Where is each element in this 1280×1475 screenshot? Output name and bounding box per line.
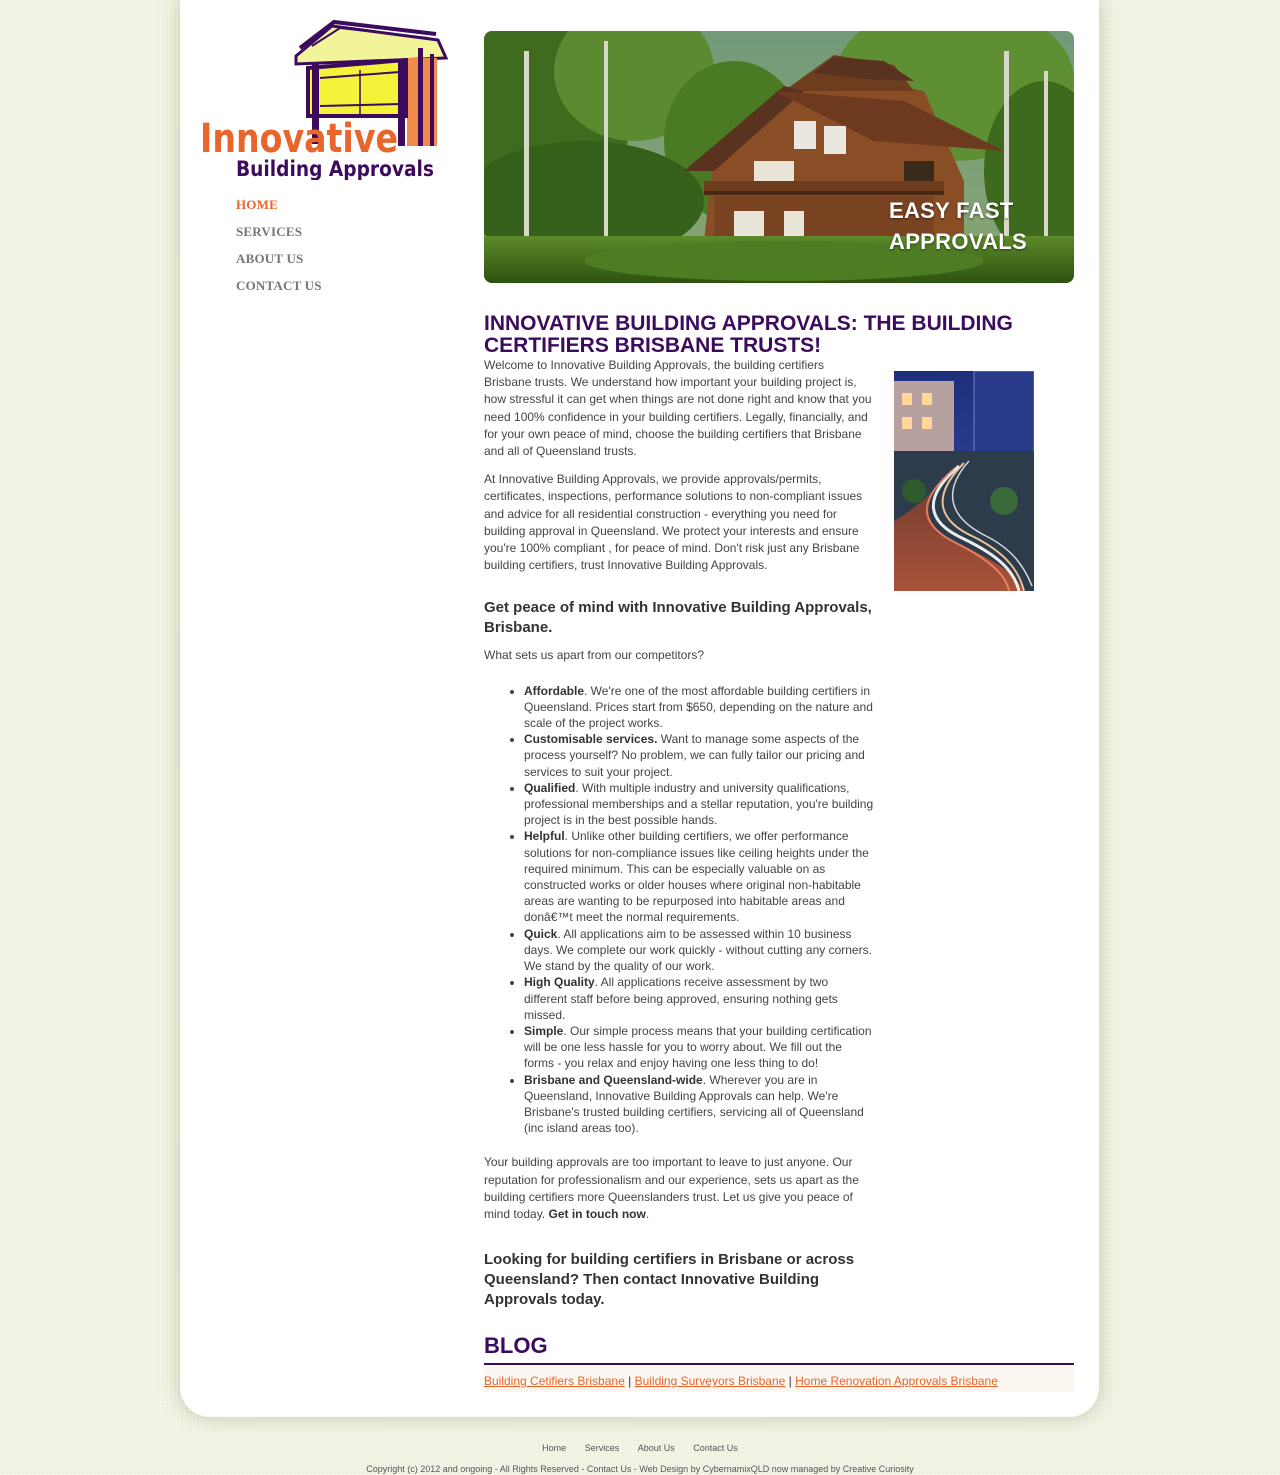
page-title: INNOVATIVE BUILDING APPROVALS: THE BUILDING CERTIFIERS BRISBANE TRUSTS! — [484, 312, 1013, 357]
footer-nav — [0, 1443, 1280, 1453]
feature-text: . Wherever you are in Queensland, Innovative Building Approvals can help. We're Brisbane's trusted building certifiers, servicing all of Queensland (inc island areas too). — [524, 1072, 864, 1136]
blog-link-home-renovation[interactable]: Home Renovation Approvals Brisbane — [795, 1374, 998, 1388]
list-item — [524, 828, 874, 925]
copyright-text: Copyright (c) 2012 and ongoing - All Rights Reserved - Contact Us - Web Design by CybernamixQLD now managed by Creative Curiosity — [366, 1464, 914, 1474]
get-in-touch-link[interactable]: Get in touch now — [548, 1206, 646, 1221]
blog-heading: BLOG — [484, 1333, 1074, 1365]
hero-banner — [484, 31, 1074, 283]
list-item — [524, 1023, 874, 1072]
feature-title: Affordable — [524, 683, 584, 698]
main-text-column — [484, 357, 874, 1310]
feature-text: . Unlike other building certifiers, we offer performance solutions for non-compliance issues like ceiling heights under the required minimum. This can be especially valuable on as constructed works or older houses where original non-habitable areas are wanting to be repurposed into habitable areas and donâ€™t meet the normal requirements. — [524, 829, 869, 925]
closing-paragraph — [484, 1154, 874, 1223]
list-item — [524, 926, 874, 975]
footer-link-about-us[interactable]: About Us — [637, 1443, 675, 1453]
feature-title: High Quality — [524, 975, 595, 990]
feature-list — [484, 683, 874, 1137]
apart-question: What sets us apart from our competitors? — [484, 648, 705, 663]
feature-title: Brisbane and Queensland-wide — [524, 1072, 703, 1087]
logo-text-innovative: Innovative — [200, 116, 398, 162]
closing-end: . — [645, 1206, 650, 1221]
list-item — [524, 1072, 874, 1137]
logo-text-building-approvals: Building Approvals — [236, 157, 434, 180]
main-nav — [236, 196, 322, 304]
list-item — [524, 731, 874, 780]
hero-caption-line2: APPROVALS — [889, 229, 1027, 254]
blog-links — [484, 1367, 1074, 1392]
blog-link-building-surveyors[interactable]: Building Surveyors Brisbane — [634, 1374, 786, 1388]
looking-heading: Looking for building certifiers in Brisbane or across Queensland? Then contact Innovative Building Approvals today. — [484, 1251, 855, 1309]
footer-link-home[interactable]: Home — [542, 1443, 567, 1453]
nav-item-home[interactable]: HOME — [236, 197, 278, 212]
list-item — [524, 780, 874, 829]
peace-of-mind-heading: Get peace of mind with Innovative Building Approvals, Brisbane. — [484, 599, 872, 637]
list-item — [524, 683, 874, 732]
nav-item-services[interactable]: SERVICES — [236, 224, 303, 239]
list-item — [524, 974, 874, 1023]
feature-text: . With multiple industry and university qualifications, professional memberships and a stellar reputation, you're building project is in the best possible hands. — [524, 780, 874, 828]
nav-item-contact-us[interactable]: CONTACT US — [236, 278, 322, 293]
feature-text: . We're one of the most affordable building certifiers in Queensland. Prices start from $650, depending on the nature and scale of the project works. — [524, 683, 873, 731]
intro-paragraph: Welcome to Innovative Building Approvals, the building certifiers Brisbane trusts. We understand how important your building project is, how stressful it can get when things are not done right and know that you need 100% confidence in your building certifiers. Legally, financially, and for your own peace of mind, choose the building certifiers that Brisbane and all of Queensland trusts. — [484, 358, 872, 459]
feature-title: Helpful — [524, 829, 565, 844]
separator: | — [628, 1374, 632, 1388]
street-night-photo — [894, 371, 1034, 591]
page-container — [180, 0, 1099, 1417]
main-content — [484, 313, 1074, 1310]
hero-caption — [889, 195, 1027, 257]
services-paragraph: At Innovative Building Approvals, we provide approvals/permits, certificates, inspections, performance solutions to non-compliant issues and advice for all residential construction - everything you need for building approval in Queensland. We protect your interests and ensure you're 100% compliant , for peace of mind. Don't risk just any Brisbane building certifiers, trust Innovative Building Approvals. — [484, 472, 863, 573]
feature-title: Customisable services. — [524, 732, 658, 747]
feature-title: Qualified — [524, 780, 576, 795]
feature-text: . All applications aim to be assessed within 10 business days. We complete our work quickly - without cutting any corners. We stand by the quality of our work. — [524, 926, 872, 974]
feature-text: . All applications receive assessment by two different staff before being approved, ensuring nothing gets missed. — [524, 975, 838, 1022]
footer-link-services[interactable]: Services — [584, 1443, 620, 1453]
closing-text: Your building approvals are too important to leave to just anyone. Our reputation for professionalism and our experience, sets us apart as the building certifiers more Queenslanders trust. Let us give you peace of mind today. — [484, 1155, 859, 1221]
logo-graphic — [200, 18, 452, 180]
feature-title: Simple — [524, 1023, 564, 1038]
nav-item-about-us[interactable]: ABOUT US — [236, 251, 304, 266]
site-logo[interactable] — [200, 18, 452, 180]
feature-text: . Our simple process means that your building certification will be one less hassle for you to worry about. We fill out the forms - you relax and enjoy having one less thing to do! — [524, 1023, 872, 1071]
footer-link-contact-us[interactable]: Contact Us — [693, 1443, 738, 1453]
feature-title: Quick — [524, 926, 558, 941]
hero-caption-line1: EASY FAST — [889, 198, 1014, 223]
feature-text: Want to manage some aspects of the process yourself? No problem, we can fully tailor our pricing and services to suit your project. — [524, 732, 865, 779]
blog-link-building-certifiers[interactable]: Building Cetifiers Brisbane — [484, 1374, 625, 1388]
separator: | — [788, 1374, 792, 1388]
